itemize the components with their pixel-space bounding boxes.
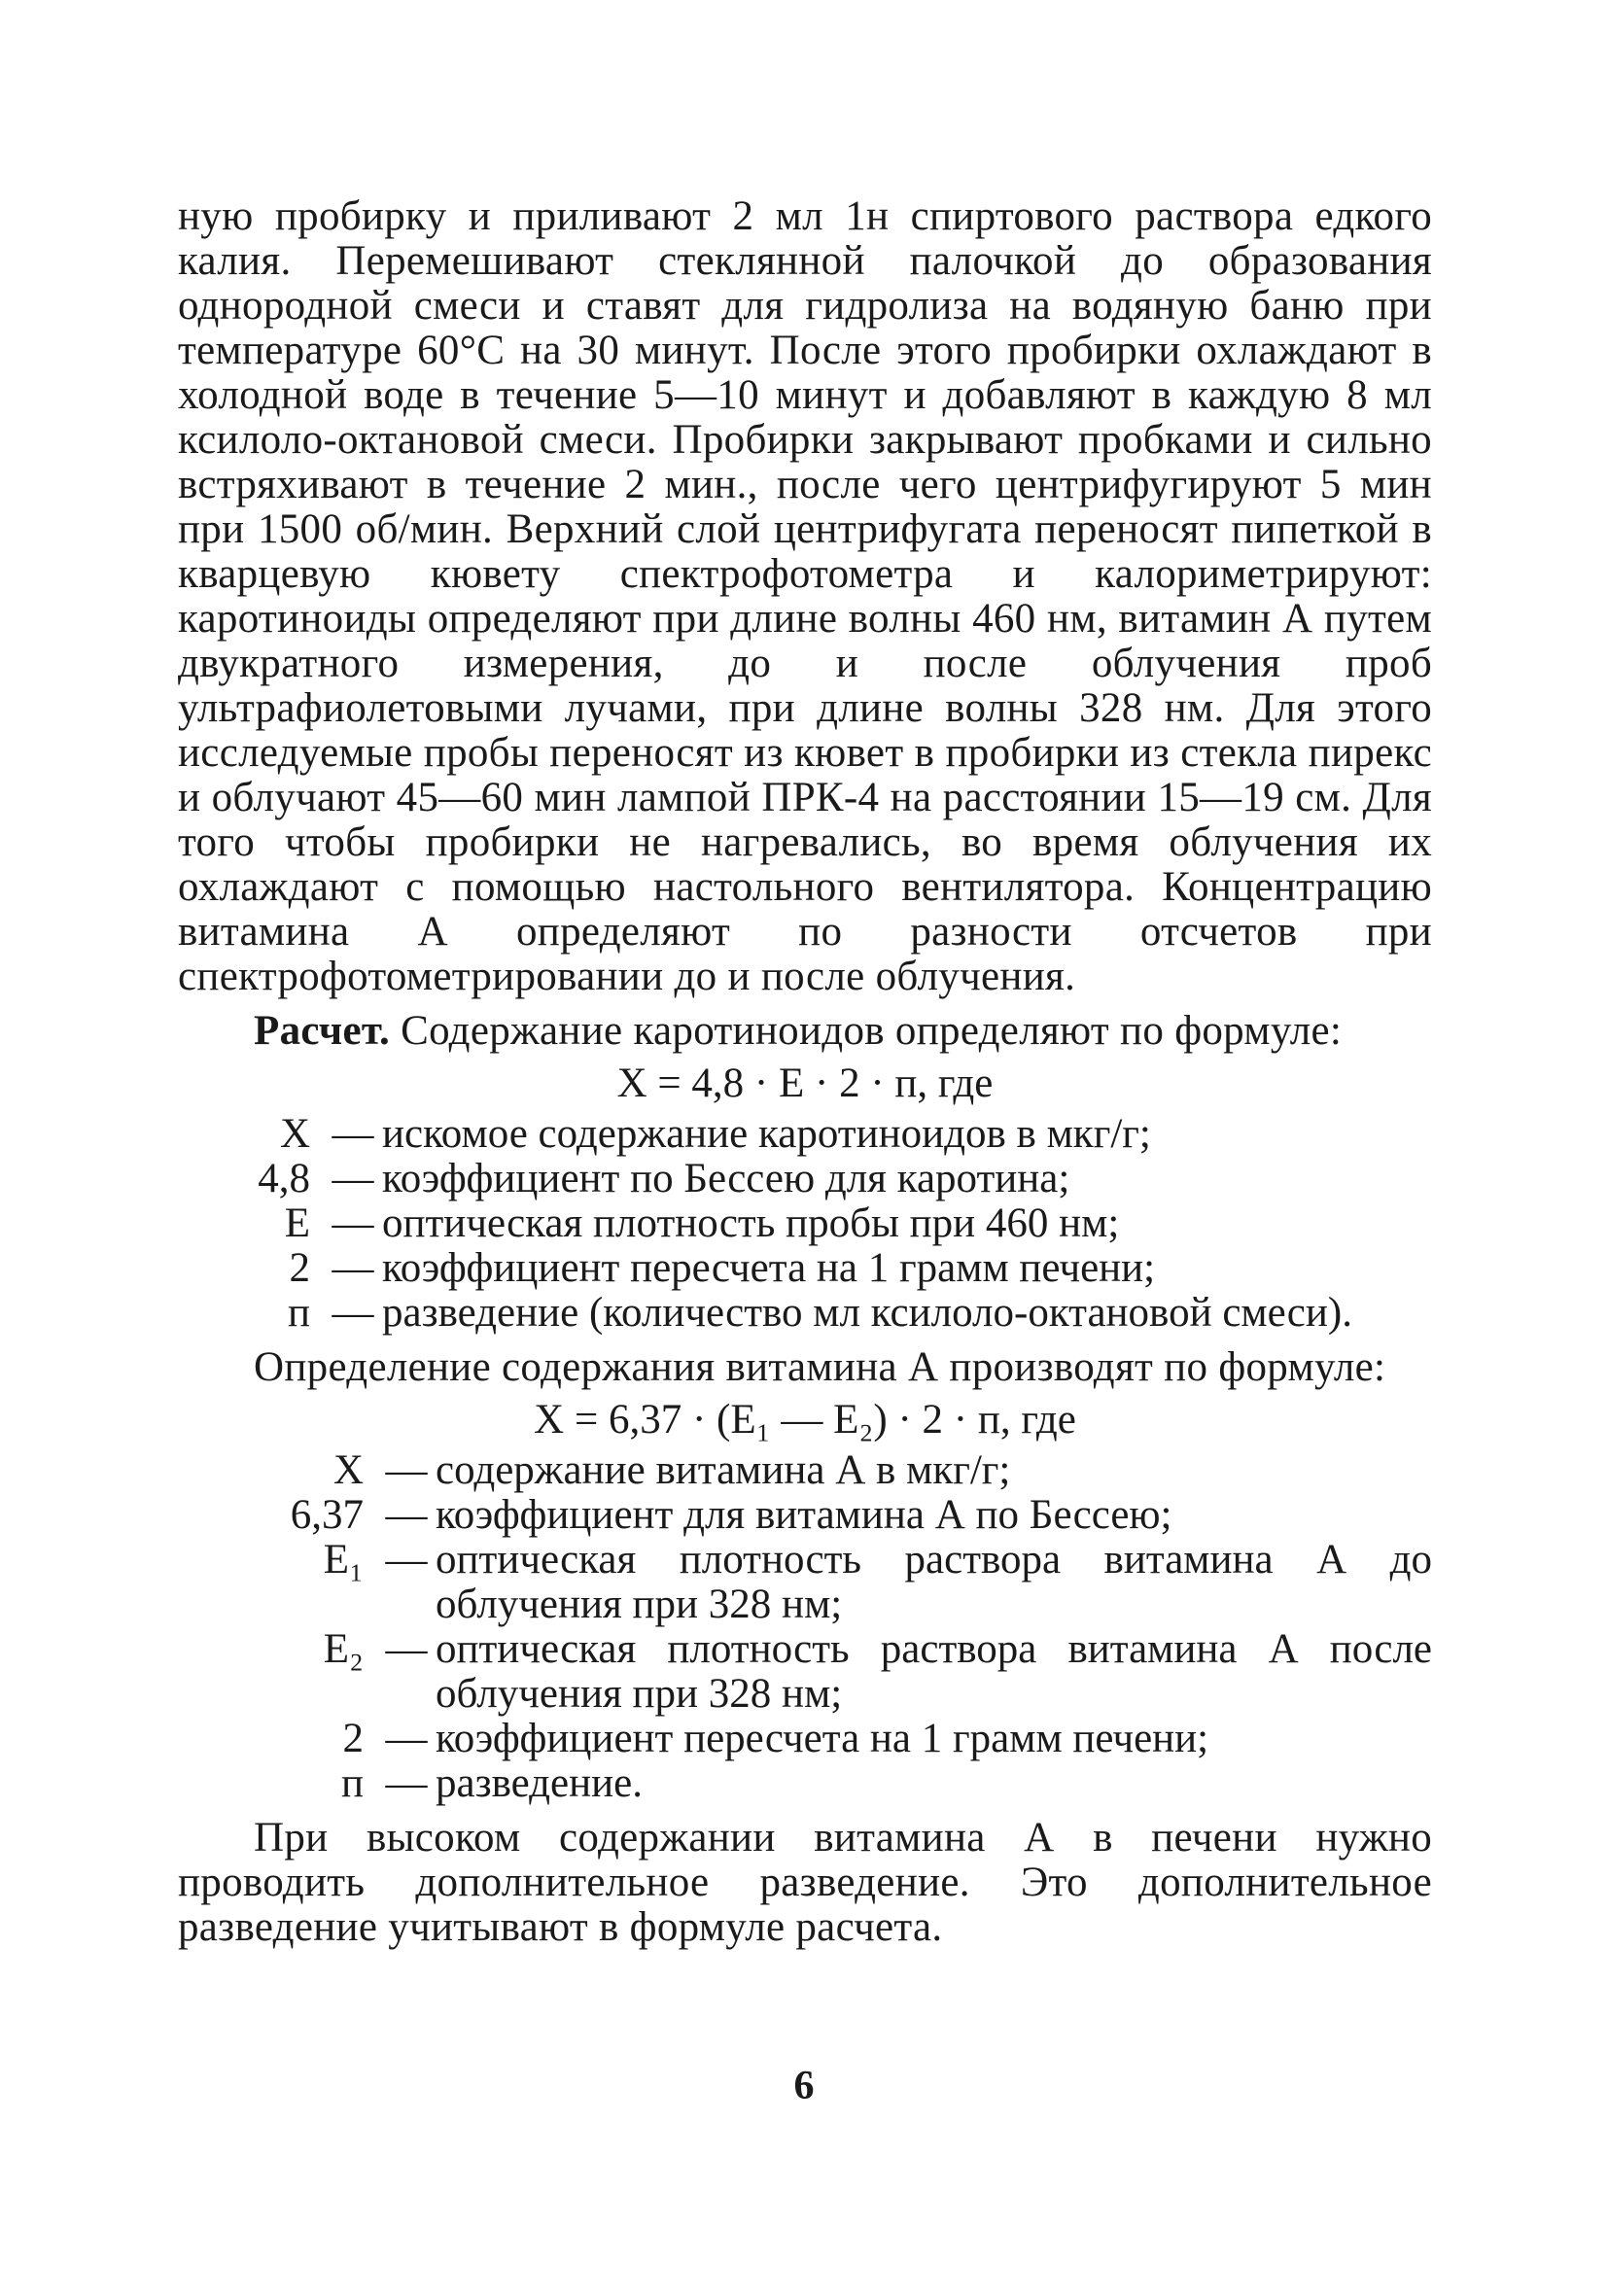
definition-dash: — [385, 1716, 428, 1761]
definition-symbol: E₂ [323, 1626, 364, 1672]
paragraph-calculation [178, 1009, 1432, 1054]
definition-dash: — [332, 1290, 374, 1336]
definition-symbol: X [279, 1111, 310, 1157]
definition-row [178, 1112, 1432, 1157]
definition-symbol: E [284, 1200, 310, 1246]
definition-text: оптическая плотность раствора витамина А до облучения при 328 нм; [436, 1537, 1432, 1627]
definition-text: коэффициент пересчета на 1 грамм печени; [382, 1245, 1156, 1291]
definition-row [178, 1246, 1432, 1291]
calculation-label: Расчет. [254, 1008, 391, 1054]
definition-dash: — [385, 1492, 428, 1538]
definition-dash: — [385, 1760, 428, 1806]
definition-dash: — [385, 1447, 428, 1493]
paragraph-vitamin-a-intro: Определение содержания витамина А производят по формуле: [254, 1344, 1386, 1390]
definition-text: разведение. [436, 1760, 643, 1806]
definition-symbol: п [340, 1760, 364, 1806]
definition-symbol: 2 [289, 1245, 310, 1291]
definitions-carotenoids [178, 1112, 1432, 1336]
definition-row [178, 1448, 1432, 1493]
definition-dash: — [332, 1156, 374, 1201]
definition-text: искомое содержание каротиноидов в мкг/г; [382, 1111, 1151, 1157]
definition-dash: — [385, 1537, 428, 1583]
definition-row [178, 1157, 1432, 1201]
definition-row [178, 1717, 1432, 1761]
definition-dash: — [385, 1626, 428, 1672]
definition-row [178, 1493, 1432, 1538]
definition-text: разведение (количество мл ксилоло-октановой смеси). [382, 1290, 1352, 1336]
definition-text: коэффициент пересчета на 1 грамм печени; [436, 1716, 1209, 1761]
definition-symbol: 2 [342, 1716, 364, 1761]
paragraph-procedure: ную пробирку и приливают 2 мл 1н спиртового раствора едкого калия. Перемешивают стеклянной палочкой до образования однородной смеси и ставят для гидролиза на водяную баню при температуре 60°С на 30 минут. После этого пробирки охлаждают в холодной воде в течение 5—10 минут и добавляют в каждую 8 мл ксилоло-октановой смеси. Пробирки закрывают пробками и сильно встряхивают в течение 2 мин., после чего центрифугируют 5 мин при 1500 об/мин. Верхний слой центрифугата переносят пипеткой в кварцевую кювету спектрофотометра и калориметрируют: каротиноиды определяют при длине волны 460 нм, витамин А путем двукратного измерения, до и после облучения проб ультрафиолетовыми лучами, при длине волны 328 нм. Для этого исследуемые пробы переносят из кювет в пробирки из стекла пирекс и облучают 45—60 мин лампой ПРК-4 на расстоянии 15—19 см. Для того чтобы пробирки не нагревались, во время облучения их охлаждают с помощью настольного вентилятора. Концентрацию витамина А определяют по разности отсчетов при спектрофотометрировании до и после облучения. [178, 193, 1432, 999]
definition-text: оптическая плотность пробы при 460 нм; [382, 1200, 1120, 1246]
definition-text: оптическая плотность раствора витамина А после облучения при 328 нм; [436, 1626, 1432, 1717]
definition-row [178, 1201, 1432, 1246]
definition-text: коэффициент для витамина А по Бессею; [436, 1492, 1172, 1538]
formula-vitamin-a: X = 6,37 · (E₁ — E₂) · 2 · п, где [534, 1397, 1076, 1443]
definition-dash: — [332, 1200, 374, 1246]
calculation-intro: Содержание каротиноидов определяют по формуле: [390, 1008, 1343, 1054]
definition-dash: — [332, 1245, 374, 1291]
definition-row [178, 1761, 1432, 1806]
formula-carotenoids: X = 4,8 · E · 2 · п, где [616, 1061, 994, 1106]
page-number: 6 [793, 2064, 815, 2108]
definition-text: коэффициент по Бессею для каротина; [382, 1156, 1070, 1201]
definition-row [178, 1627, 1432, 1717]
definitions-vitamin-a [178, 1448, 1432, 1806]
definition-symbol: X [332, 1447, 364, 1493]
paragraph-dilution-note: При высоком содержании витамина А в печени нужно проводить дополнительное разведение. Это дополнительное разведение учитывают в формуле расчета. [178, 1815, 1432, 1950]
definition-symbol: 4,8 [258, 1156, 310, 1201]
definition-symbol: 6,37 [290, 1492, 364, 1538]
definition-text: содержание витамина А в мкг/г; [436, 1447, 1011, 1493]
document-page [178, 194, 1432, 1950]
definition-symbol: E₁ [323, 1537, 364, 1583]
definition-symbol: п [287, 1290, 310, 1336]
definition-dash: — [332, 1111, 374, 1157]
definition-row [178, 1291, 1432, 1336]
definition-row [178, 1538, 1432, 1627]
